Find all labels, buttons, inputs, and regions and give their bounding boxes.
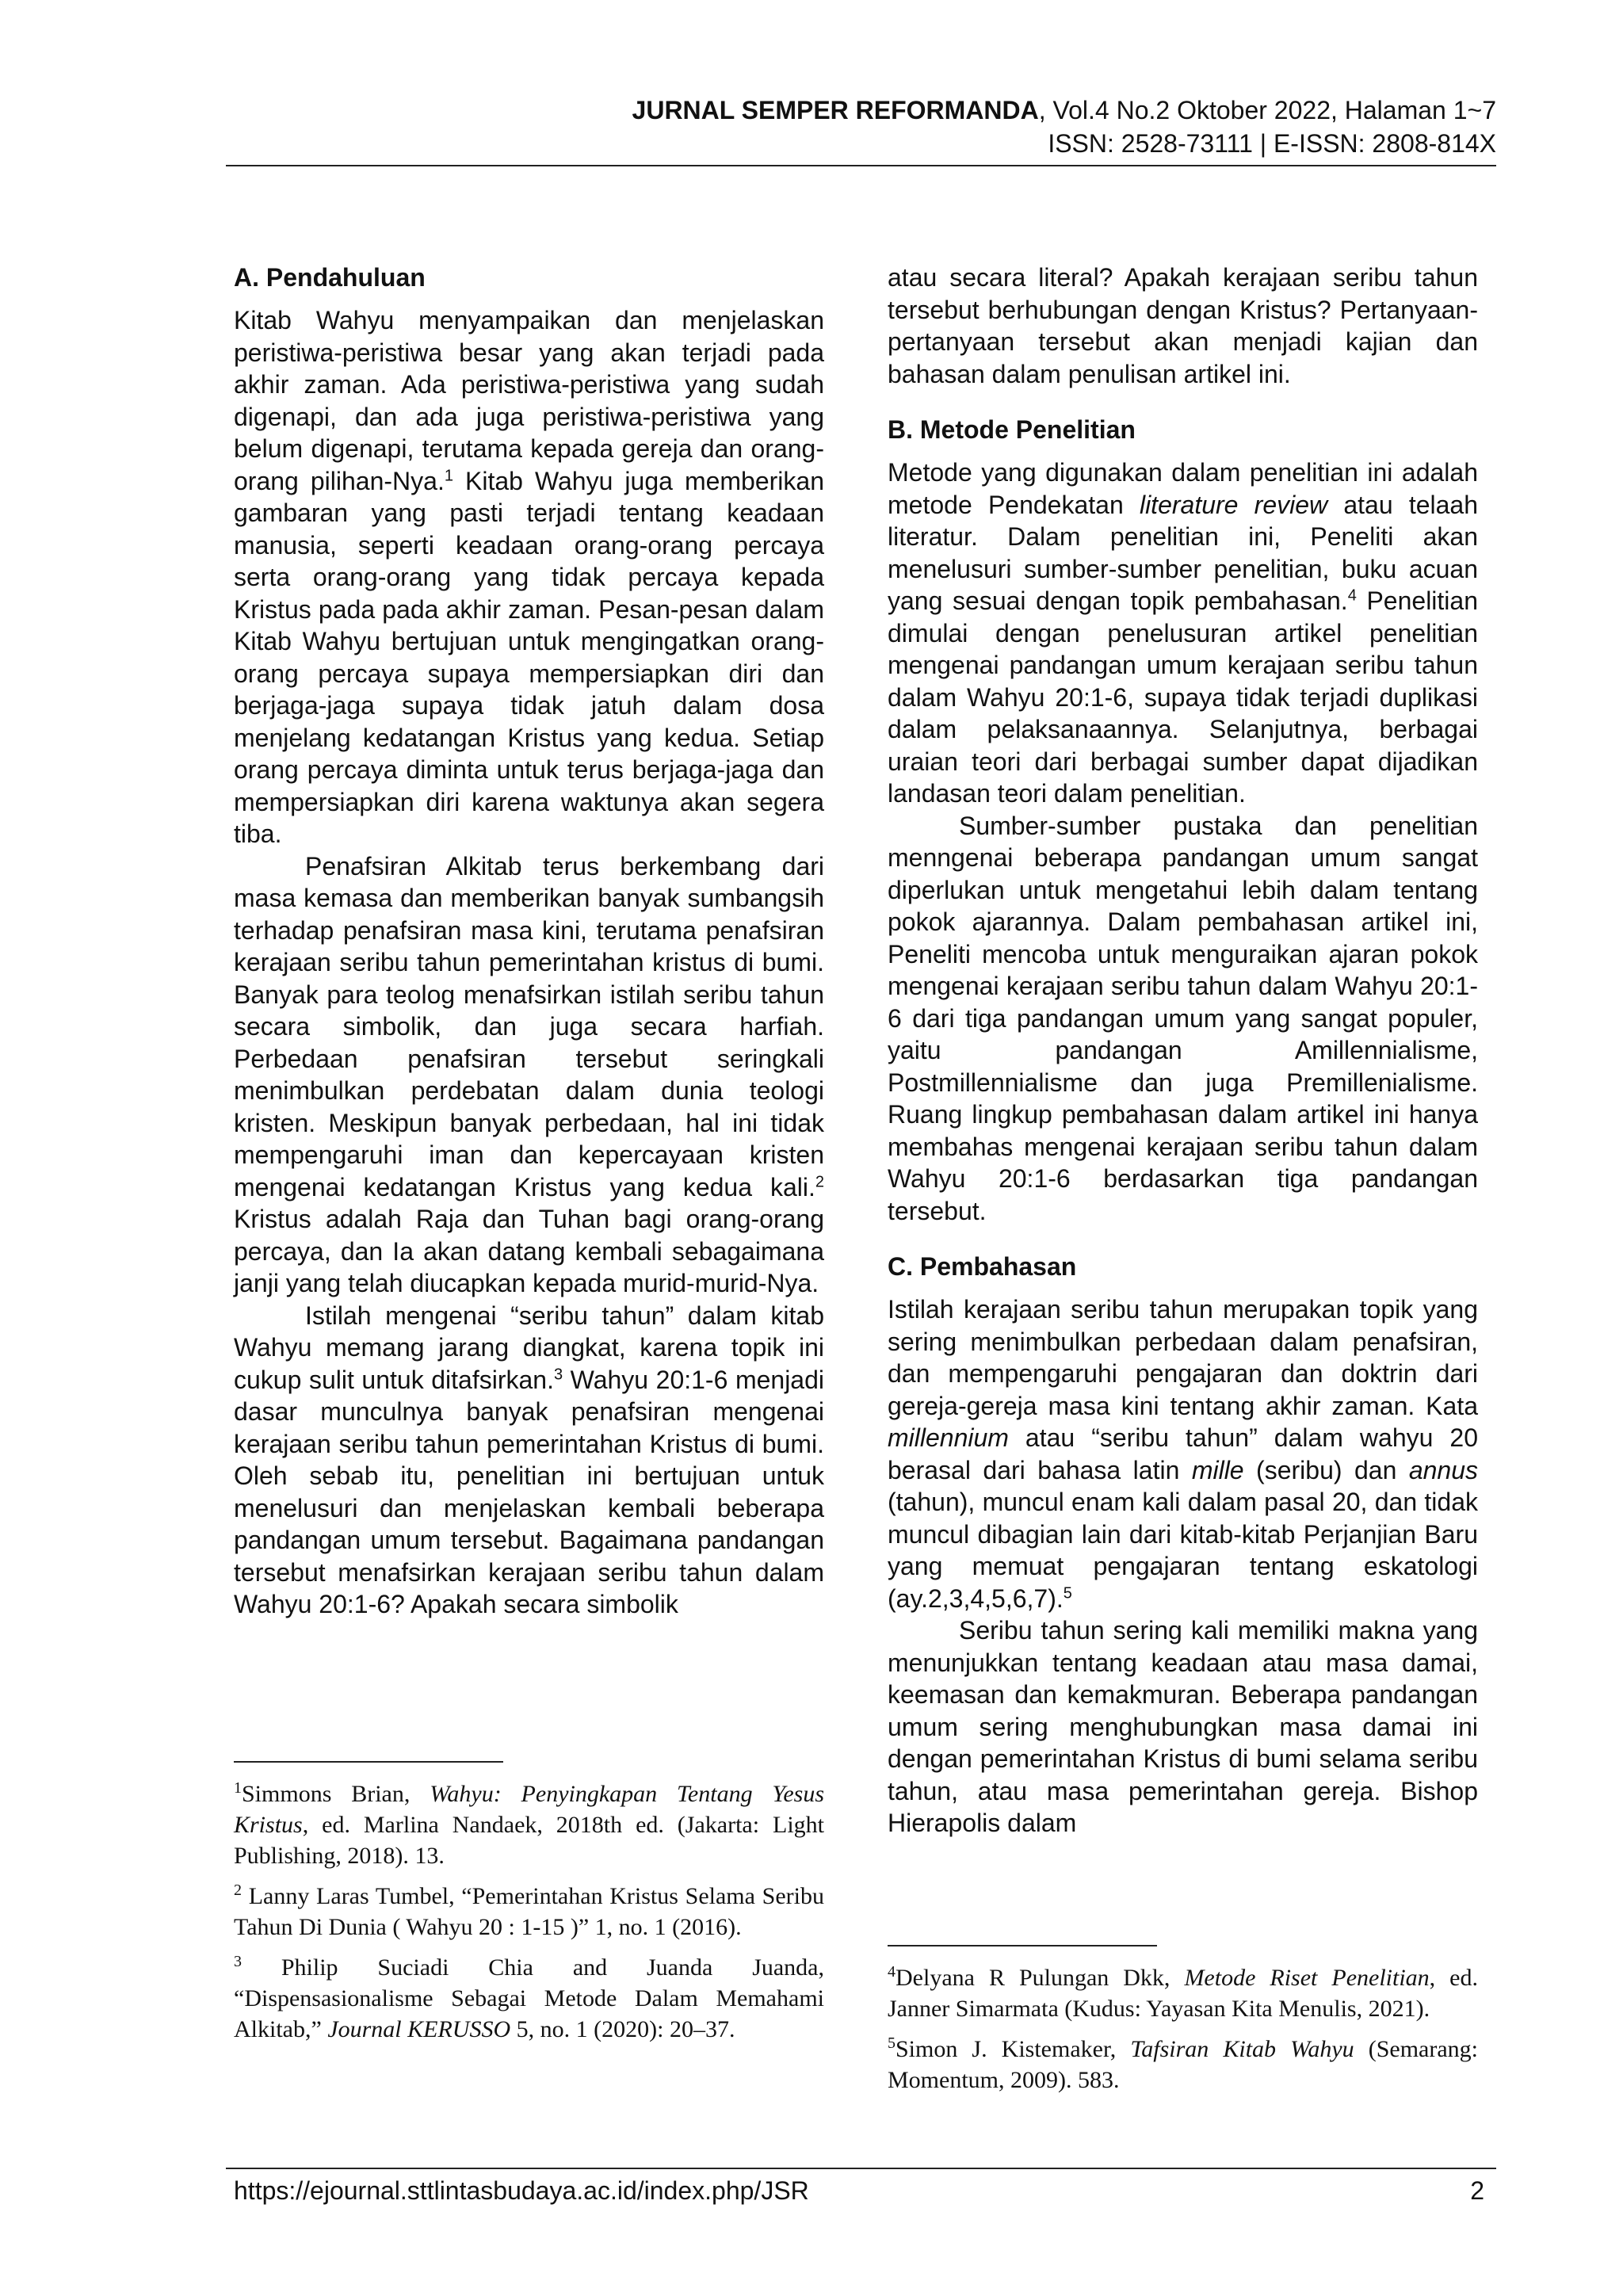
footnote-divider (234, 1761, 503, 1763)
page-header (632, 94, 1496, 160)
journal-line (632, 94, 1496, 127)
footnote-divider (888, 1945, 1157, 1946)
section-a-paragraph-2: Penafsiran Alkitab terus berkembang dari masa kemasa dan memberikan banyak sumbangsih terhadap penafsiran masa kini, terutama penafsiran kerajaan seribu tahun pemerintahan kristus di bumi. Banyak para teolog menafsirkan istilah seribu tahun secara simbolik, dan juga secara harfiah. Perbedaan penafsiran tersebut seringkali menimbulkan perdebatan dalam dunia teologi kristen. Meskipun banyak perbedaan, hal ini tidak mempengaruhi iman dan kepercayaan kristen mengenai kedatangan Kristus yang kedua kali.$^2$ Kristus adalah Raja dan Tuhan bagi orang-orang percaya, dan Ia akan datang kembali sebagaimana janji yang telah diucapkan kepada murid-murid-Nya. (234, 851, 824, 1297)
section-c-paragraph-1: Istilah kerajaan seribu tahun merupakan topik yang sering menimbulkan perbedaan dalam penafsiran, dan mempengaruhi pengajaran dan doktrin dari gereja-gereja masa kini tentang akhir zaman. Kata millennium atau “seribu tahun” dalam wahyu 20 berasal dari bahasa latin mille (seribu) dan annus (tahun), muncul enam kali dalam pasal 20, dan tidak muncul dibagian lain dari kitab-kitab Perjanjian Baru yang memuat pengajaran tentang eskatologi (ay.2,3,4,5,6,7).$^5$ (888, 1295, 1478, 1613)
footnote-ref-2: 2 (815, 1172, 824, 1190)
footnotes-left (234, 1761, 824, 2054)
header-divider (226, 165, 1496, 166)
footnote-ref-5: 5 (1063, 1584, 1072, 1602)
section-b-title: B. Metode Penelitian (888, 415, 1136, 444)
footnotes-right (888, 1945, 1478, 2105)
footnote-5: $^5$Simon J. Kistemaker, Tafsiran Kitab Wahyu (Semarang: Momentum, 2009). 583. (888, 2034, 1479, 2093)
section-a-paragraph-1: Kitab Wahyu menyampaikan dan menjelaskan peristiwa-peristiwa besar yang akan terjadi pada akhir zaman. Ada peristiwa-peristiwa yang sudah digenapi, dan ada juga peristiwa-peristiwa yang belum digenapi, terutama kepada gereja dan orang-orang pilihan-Nya.$^1$ Kitab Wahyu juga memberikan gambaran yang pasti terjadi tentang keadaan manusia, seperti keadaan orang-orang percaya serta orang-orang yang tidak percaya kepada Kristus pada pada akhir zaman. Pesan-pesan dalam Kitab Wahyu bertujuan untuk mengingatkan orang-orang percaya supaya mempersiapkan diri dan berjaga-jaga supaya tidak jatuh dalam dosa menjelang kedatangan Kristus yang kedua. Setiap orang percaya diminta untuk terus berjaga-jaga dan mempersiapkan diri karena waktunya akan segera tiba. (234, 306, 824, 848)
journal-issue: , Vol.4 No.2 Oktober 2022, Halaman 1~7 (1038, 96, 1496, 124)
footnote-1: $^1$Simmons Brian, Wahyu: Penyingkapan Tentang Yesus Kristus, ed. Marlina Nandaek, 2018th ed. (Jakarta: Light Publishing, 2018). 13. (234, 1779, 825, 1869)
footnote-ref-4: 4 (1347, 586, 1357, 605)
section-a-paragraph-3: Istilah mengenai “seribu tahun” dalam kitab Wahyu memang jarang diangkat, karena topik ini cukup sulit untuk ditafsirkan.$^3$ Wahyu 20:1-6 menjadi dasar munculnya banyak penafsiran mengenai kerajaan seribu tahun pemerintahan Kristus di bumi. Oleh sebab itu, penelitian ini bertujuan untuk menelusuri dan menjelaskan kembali beberapa pandangan umum tersebut. Bagaimana pandangan tersebut menafsirkan kerajaan seribu tahun dalam Wahyu 20:1-6? Apakah secara simbolik (234, 1301, 825, 1618)
footnote-ref-3: 3 (554, 1365, 563, 1383)
journal-issn: ISSN: 2528-73111 | E-ISSN: 2808-814X (1048, 129, 1496, 158)
section-a-paragraph-3-continued: atau secara literal? Apakah kerajaan seribu tahun tersebut berhubungan dengan Kristus? Pertanyaan-pertanyaan tersebut akan menjadi kajian dan bahasan dalam penulisan artikel ini. (888, 263, 1478, 388)
page-number: 2 (1470, 2176, 1484, 2205)
footnote-4: $^4$Delyana R Pulungan Dkk, Metode Riset Penelitian, ed. Janner Simarmata (Kudus: Yayasan Kita Menulis, 2021). (888, 1963, 1478, 2022)
footnote-3: $^3$ Philip Suciadi Chia and Juanda Juanda, “Dispensasionalisme Sebagai Metode Dalam Memahami Alkitab,” Journal KERUSSO 5, no. 1 (2020): 20–37. (234, 1953, 824, 2042)
section-b-paragraph-2: Sumber-sumber pustaka dan penelitian menngenai beberapa pandangan umum sangat diperlukan untuk mengetahui lebih dalam tentang pokok ajarannya. Dalam pembahasan artikel ini, Peneliti mencoba untuk menguraikan ajaran pokok mengenai kerajaan seribu tahun dalam Wahyu 20:1-6 dari tiga pandangan umum yang sangat populer, yaitu pandangan Amillennialisme, Postmillennialisme dan juga Premillenialisme. Ruang lingkup pembahasan dalam artikel ini hanya membahas mengenai kerajaan seribu tahun dalam Wahyu 20:1-6 berdasarkan tiga pandangan tersebut. (888, 811, 1478, 1225)
footer-journal-url[interactable]: https://ejournal.sttlintasbudaya.ac.id/index.php/JSR (234, 2176, 809, 2205)
section-c-paragraph-2: Seribu tahun sering kali memiliki makna yang menunjukkan tentang keadaan atau masa damai, keemasan dan kemakmuran. Beberapa pandangan umum sering menghubungkan masa damai ini dengan pemerintahan Kristus di bumi selama seribu tahun, atau masa pemerintahan gereja. Bishop Hierapolis dalam (888, 1616, 1478, 1837)
journal-name: JURNAL SEMPER REFORMANDA (632, 96, 1039, 124)
section-c-title: C. Pembahasan (888, 1252, 1077, 1281)
right-column (888, 262, 1478, 1839)
section-a-title: A. Pendahuluan (234, 263, 426, 292)
section-b-paragraph-1: Metode yang digunakan dalam penelitian ini adalah metode Pendekatan literature review atau telaah literatur. Dalam penelitian ini, Peneliti akan menelusuri sumber-sumber penelitian, buku acuan yang sesuai dengan topik pembahasan.$^4$ Penelitian dimulai dengan penelusuran artikel penelitian mengenai pandangan umum kerajaan seribu tahun dalam Wahyu 20:1-6, supaya tidak terjadi duplikasi dalam pelaksanaannya. Selanjutnya, berbagai uraian teori dari berbagai sumber dapat dijadikan landasan teori dalam penelitian. (888, 458, 1479, 808)
footer-divider (226, 2168, 1496, 2169)
left-column (234, 262, 824, 1621)
footnote-2: $^2$ Lanny Laras Tumbel, “Pemerintahan Kristus Selama Seribu Tahun Di Dunia ( Wahyu 20 : 1-15 )” 1, no. 1 (2016). (234, 1881, 824, 1940)
footnote-ref-1: 1 (444, 466, 453, 484)
